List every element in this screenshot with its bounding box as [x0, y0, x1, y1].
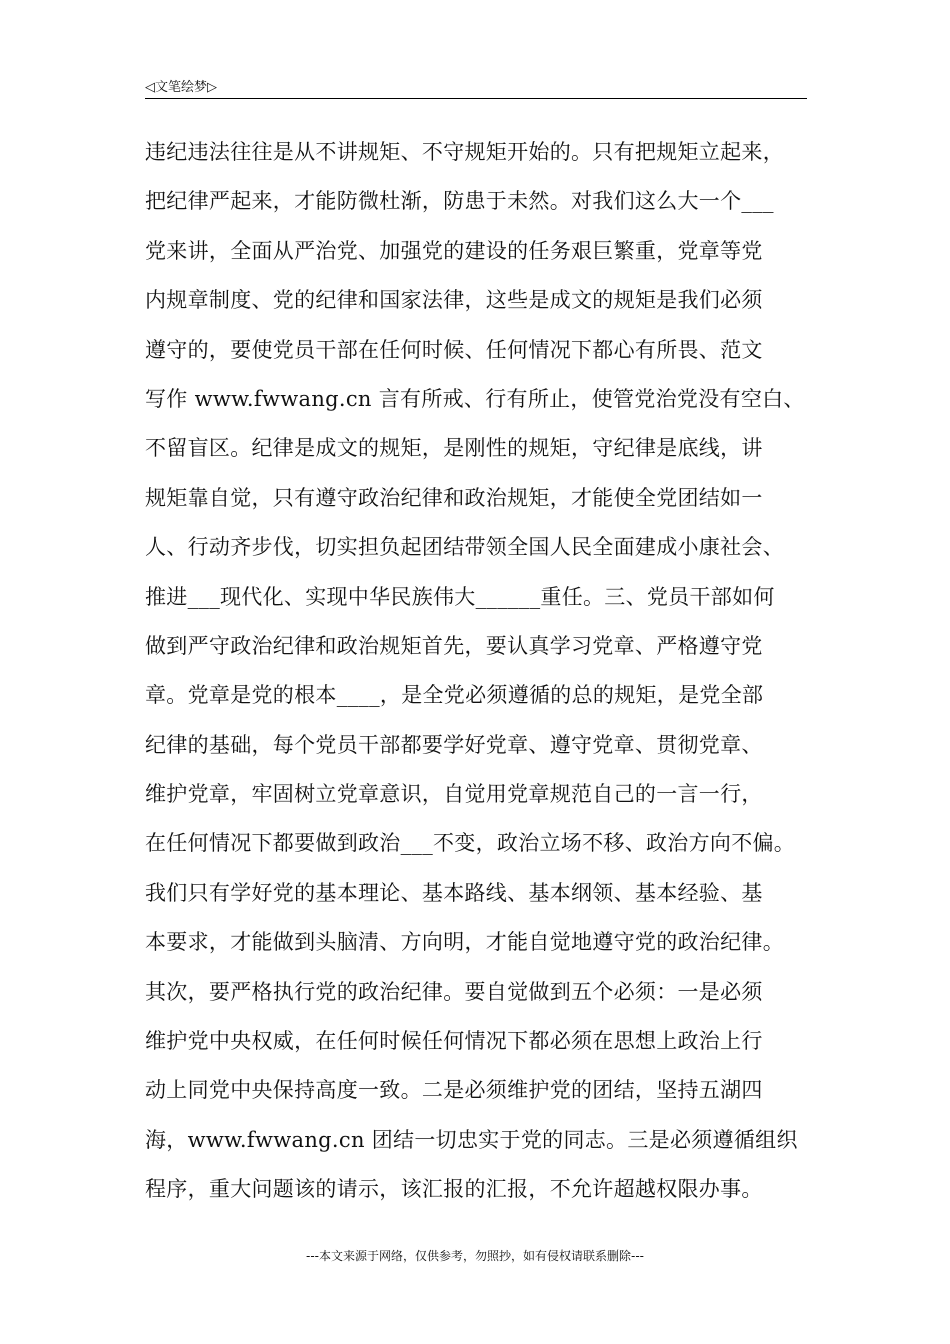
body-line: 党来讲，全面从严治党、加强党的建设的任务艰巨繁重，党章等党	[145, 238, 763, 263]
body-line: 人、行动齐步伐，切实担负起团结带领全国人民全面建成小康社会、	[145, 535, 784, 560]
body-line: 程序，重大问题该的请示，该汇报的汇报，不允许超越权限办事。	[145, 1177, 763, 1202]
body-line: 在任何情况下都要做到政治___不变，政治立场不移、政治方向不偏。	[145, 831, 796, 856]
body-line: 动上同党中央保持高度一致。二是必须维护党的团结，坚持五湖四	[145, 1078, 763, 1103]
header-title: ◁文笔绘梦▷	[145, 80, 217, 95]
body-line: 纪律的基础，每个党员干部都要学好党章、遵守党章、贯彻党章、	[145, 732, 763, 757]
body-line: 做到严守政治纪律和政治规矩首先，要认真学习党章、严格遵守党	[145, 633, 763, 658]
body-line: 把纪律严起来，才能防微杜渐，防患于未然。对我们这么大一个___	[145, 189, 774, 214]
page-header	[145, 74, 807, 99]
body-line: 海，www.fwwang.cn 团结一切忠实于党的同志。三是必须遵循组织	[145, 1127, 798, 1152]
body-line: 维护党中央权威，在任何时候任何情况下都必须在思想上政治上行	[145, 1029, 763, 1054]
body-line: 内规章制度、党的纪律和国家法律，这些是成文的规矩是我们必须	[145, 288, 763, 313]
body-line: 章。党章是党的根本____，是全党必须遵循的总的规矩，是党全部	[145, 683, 764, 708]
body-line: 遵守的，要使党员干部在任何时候、任何情况下都心有所畏、范文	[145, 337, 763, 362]
page-footer: ---本文来源于网络，仅供参考，勿照抄，如有侵权请联系删除---	[306, 1249, 644, 1263]
body-line: 推进___现代化、实现中华民族伟大______重任。三、党员干部如何	[145, 584, 775, 609]
body-line: 维护党章，牢固树立党章意识，自觉用党章规范自己的一言一行，	[145, 782, 763, 807]
document-body	[145, 128, 825, 1215]
body-line: 规矩靠自觉，只有遵守政治纪律和政治规矩，才能使全党团结如一	[145, 485, 763, 510]
body-line: 其次，要严格执行党的政治纪律。要自觉做到五个必须：一是必须	[145, 979, 763, 1004]
body-line: 我们只有学好党的基本理论、基本路线、基本纲领、基本经验、基	[145, 880, 763, 905]
body-line: 不留盲区。纪律是成文的规矩，是刚性的规矩，守纪律是底线，讲	[145, 436, 763, 461]
body-line: 写作 www.fwwang.cn 言有所戒、行有所止，使管党治党没有空白、	[145, 386, 805, 411]
body-line: 违纪违法往往是从不讲规矩、不守规矩开始的。只有把规矩立起来，	[145, 140, 784, 164]
body-line: 本要求，才能做到头脑清、方向明，才能自觉地遵守党的政治纪律。	[145, 930, 784, 955]
